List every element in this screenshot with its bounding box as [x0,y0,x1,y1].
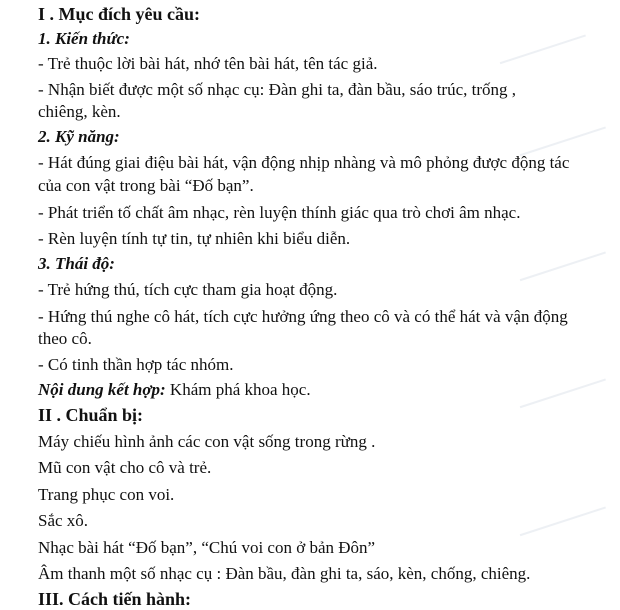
skills-item-2: - Phát triển tố chất âm nhạc, rèn luyện thính giác qua trò chơi âm nhạc. [38,203,521,222]
combined-content-line [38,378,610,402]
subsection-knowledge-title: 1. Kiến thức: [38,29,130,48]
skills-item-3: - Rèn luyện tính tự tin, tự nhiên khi biểu diễn. [38,229,351,248]
skills-item-1: - Hát đúng giai điệu bài hát, vận động nhịp nhàng và mô phỏng được động tác [38,153,570,172]
attitude-item-2: - Hứng thú nghe cô hát, tích cực hưởng ứng theo cô và có thể hát và vận động [38,307,568,326]
knowledge-item-2: - Nhận biết được một số nhạc cụ: Đàn ghi ta, đàn bầu, sáo trúc, trống , [38,80,517,99]
section-3-title: III. Cách tiến hành: [38,589,192,609]
attitude-item-2-cont: theo cô. [38,329,92,348]
skills-item-1-cont: của con vật trong bài “Đố bạn”. [38,176,254,195]
prep-item-2: Mũ con vật cho cô và trẻ. [38,458,212,477]
prep-item-6: Âm thanh một số nhạc cụ : Đàn bầu, đàn ghi ta, sáo, kèn, chống, chiêng. [38,564,531,583]
knowledge-item-2-cont: chiêng, kèn. [38,102,121,121]
attitude-item-3: - Có tinh thần hợp tác nhóm. [38,355,234,374]
attitude-item-1: - Trẻ hứng thú, tích cực tham gia hoạt động. [38,280,338,299]
subsection-attitude-title: 3. Thái độ: [38,254,115,273]
section-2-title: II . Chuẩn bị: [38,405,144,425]
combined-content-text: Khám phá khoa học. [165,380,311,399]
prep-item-3: Trang phục con voi. [38,485,175,504]
section-1-title: I . Mục đích yêu cầu: [38,4,200,24]
combined-content-label: Nội dung kết hợp: [38,380,166,399]
knowledge-item-1: - Trẻ thuộc lời bài hát, nhớ tên bài hát, tên tác giả. [38,54,378,73]
subsection-skills-title: 2. Kỹ năng: [38,127,120,146]
prep-item-1: Máy chiếu hình ảnh các con vật sống trong rừng . [38,432,376,451]
prep-item-4: Sắc xô. [38,511,89,530]
prep-item-5: Nhạc bài hát “Đố bạn”, “Chú voi con ở bản Đôn” [38,538,376,557]
